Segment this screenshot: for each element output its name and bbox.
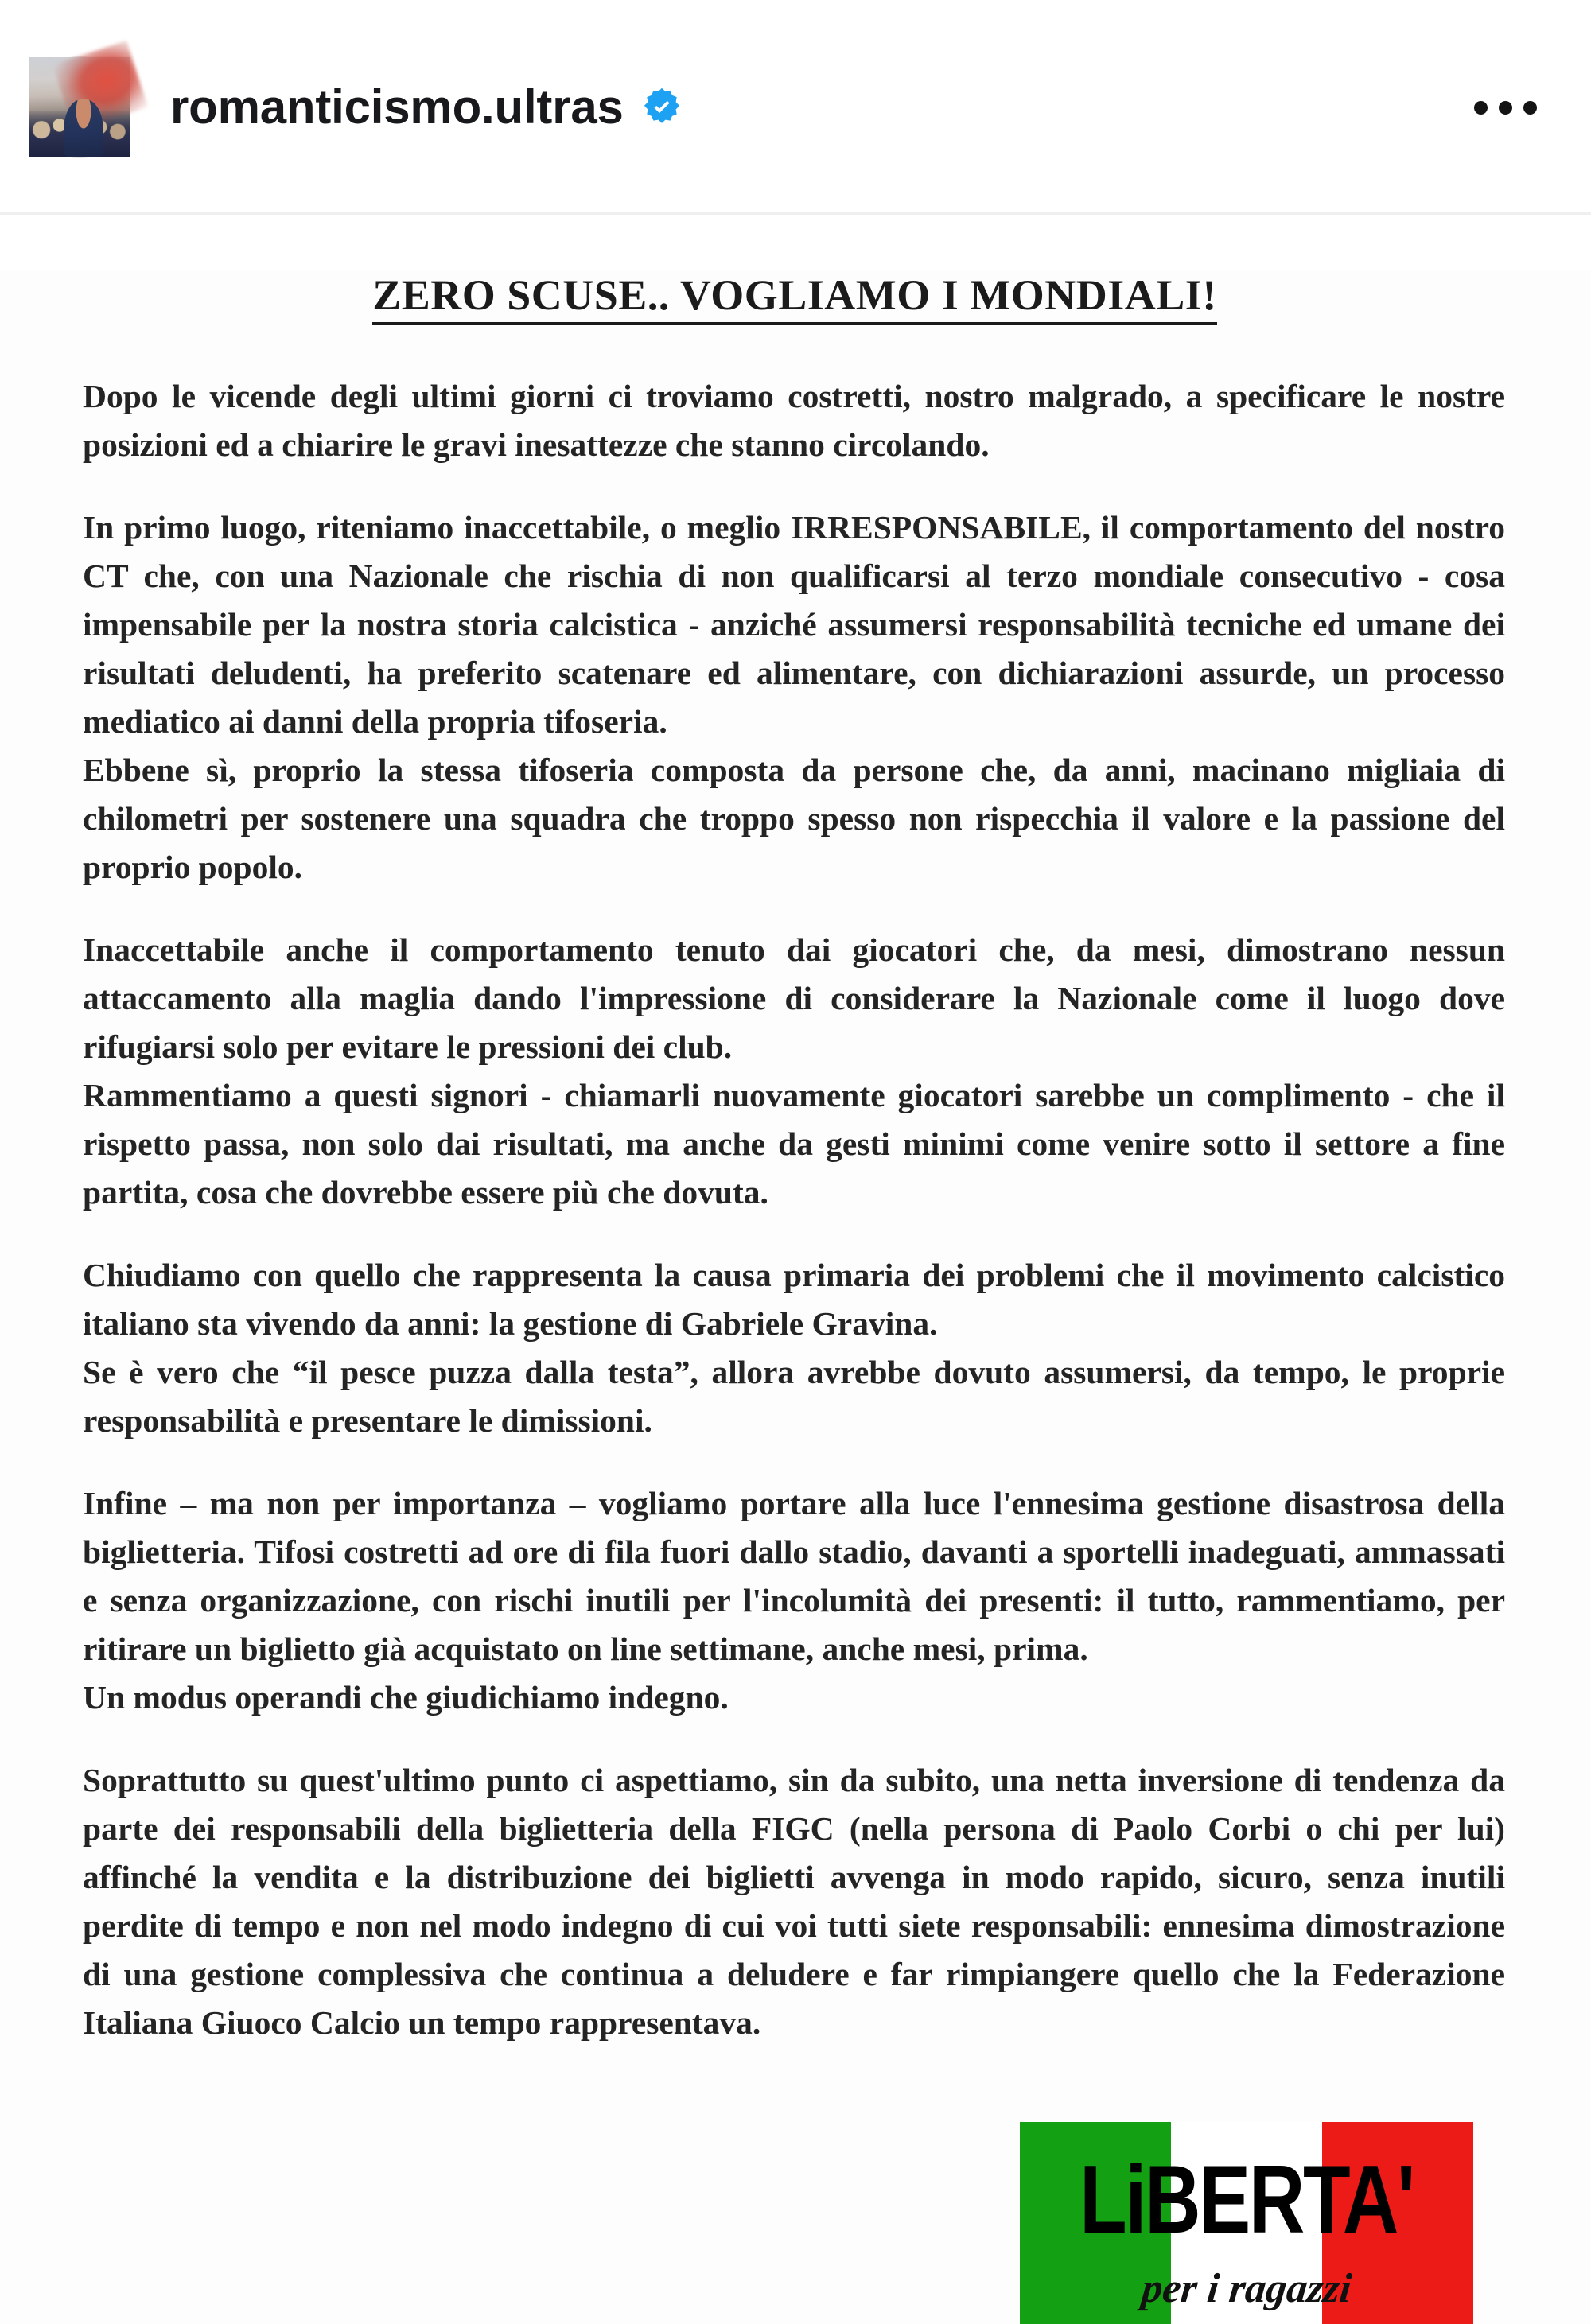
post-document-image bbox=[0, 270, 1591, 2324]
more-options-button[interactable] bbox=[1466, 80, 1545, 135]
liberta-logo bbox=[1020, 2122, 1473, 2324]
document-paragraph: Ebbene sì, proprio la stessa tifoseria composta da persone che, da anni, macinano migliaia di chilometri per sostenere una squadra che troppo spesso non rispecchia il valore e la passione del proprio popolo. bbox=[83, 752, 1505, 886]
document-paragraph: Chiudiamo con quello che rappresenta la causa primaria dei problemi che il movimento calcistico italiano sta vivendo da anni: la gestione di Gabriele Gravina. bbox=[83, 1257, 1505, 1343]
document-paragraph: Infine – ma non per importanza – vogliamo portare alla luce l'ennesima gestione disastrosa della biglietteria. Tifosi costretti ad ore di fila fuori dallo stadio, davanti a sportelli inadeguati, ammassati e senza organizzazione, con rischi inutili per l'incolumità dei presenti: il tutto, rammentiamo, per ritirare un biglietto già acquistato on line settimane, anche mesi, prima. bbox=[83, 1485, 1505, 1668]
post-header bbox=[0, 0, 1591, 215]
more-dot-icon bbox=[1499, 101, 1512, 115]
document-paragraph: Dopo le vicende degli ultimi giorni ci troviamo costretti, nostro malgrado, a specificare le nostre posizioni ed a chiarire le gravi inesattezze che stanno circolando. bbox=[83, 378, 1505, 464]
more-dot-icon bbox=[1474, 101, 1488, 115]
avatar-figure bbox=[64, 99, 103, 157]
document-title-text: ZERO SCUSE.. VOGLIAMO I MONDIALI! bbox=[372, 271, 1217, 325]
document-paragraph: Rammentiamo a questi signori - chiamarli nuovamente giocatori sarebbe un complimento - che il rispetto passa, non solo dai risultati, ma anche da gesti minimi come venire sotto il settore a fine partita, cosa che dovrebbe essere più che dovuta. bbox=[83, 1077, 1505, 1211]
more-dot-icon bbox=[1523, 101, 1537, 115]
avatar[interactable] bbox=[29, 56, 130, 158]
document-paragraph: Un modus operandi che giudichiamo indegno. bbox=[83, 1679, 729, 1716]
verified-badge-icon bbox=[641, 87, 683, 128]
account-username[interactable]: romanticismo.ultras bbox=[170, 80, 624, 134]
document-paragraph: Soprattutto su quest'ultimo punto ci aspettiamo, sin da subito, una netta inversione di tendenza da parte dei responsabili della biglietteria della FIGC (nella persona di Paolo Corbi o chi per lui) affinché la vendita e la distribuzione dei biglietti avvenga in modo rapido, sicuro, senza inutili perdite di tempo e non nel modo indegno di cui voi tutti siete responsabili: ennesima dimostrazione di una gestione complessiva che continua a deludere e far rimpiangere quello che la Federazione Italiana Giuoco Calcio un tempo rappresentava. bbox=[83, 1762, 1505, 2042]
document-title bbox=[67, 270, 1523, 320]
document-body bbox=[67, 372, 1523, 2047]
document-paragraph: Inaccettabile anche il comportamento tenuto dai giocatori che, da mesi, dimostrano nessun attaccamento alla maglia dando l'impressione di considerare la Nazionale come il luogo dove rifugiarsi solo per evitare le pressioni dei club. bbox=[83, 931, 1505, 1066]
logo-tagline: per i ragazzi bbox=[1139, 2266, 1354, 2312]
logo-wordmark: LiBERTA' bbox=[1079, 2145, 1414, 2254]
document-paragraph: In primo luogo, riteniamo inaccettabile, o meglio IRRESPONSABILE, il comportamento del nostro CT che, con una Nazionale che rischia di non qualificarsi al terzo mondiale consecutivo - cosa impensabile per la nostra storia calcistica - anziché assumersi responsabilità tecniche ed umane dei risultati deludenti, ha preferito scatenare ed alimentare, con dichiarazioni assurde, un processo mediatico ai danni della propria tifoseria. bbox=[83, 509, 1505, 740]
logo-area bbox=[67, 2085, 1523, 2324]
document-paragraph: Se è vero che “il pesce puzza dalla testa”, allora avrebbe dovuto assumersi, da tempo, le proprie responsabilità e presentare le dimissioni. bbox=[83, 1354, 1505, 1440]
account-name-group bbox=[170, 80, 1466, 134]
